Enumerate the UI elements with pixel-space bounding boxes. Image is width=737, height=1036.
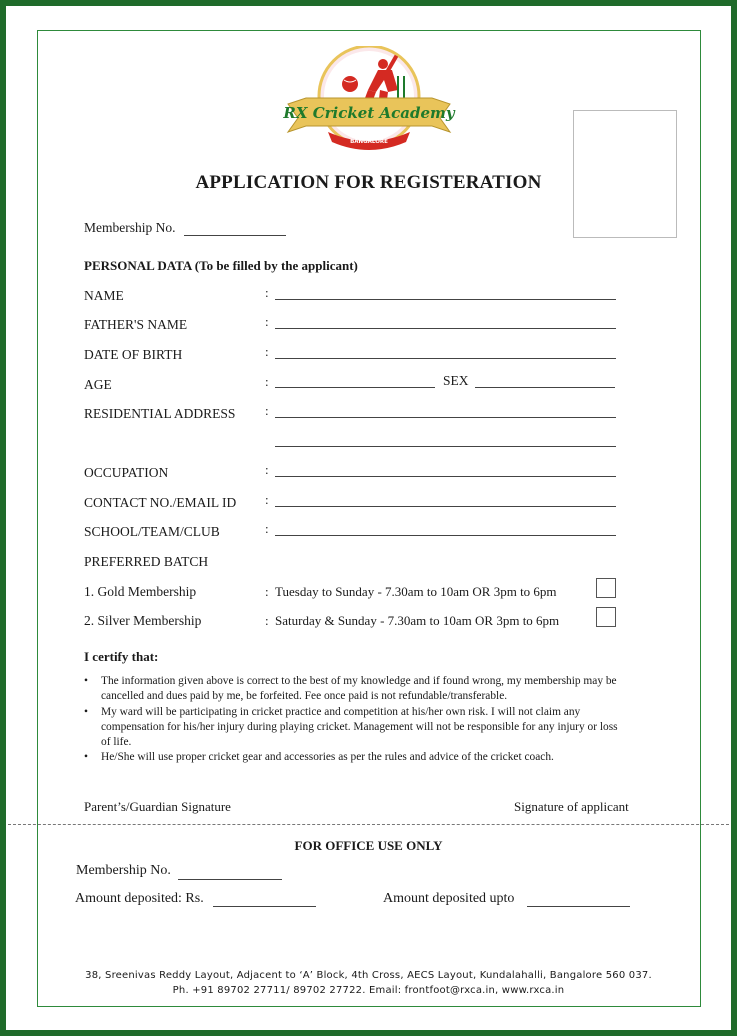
certify-item: • He/She will use proper cricket gear and accessories as per the rules and advice of the cricket coach. <box>84 750 624 765</box>
colon: : <box>265 462 269 477</box>
gold-timing: Tuesday to Sunday - 7.30am to 10am OR 3pm to 6pm <box>275 584 557 599</box>
colon: : <box>265 613 269 628</box>
silver-membership-label: 2. Silver Membership <box>84 613 202 628</box>
certify-heading: I certify that: <box>84 649 159 664</box>
address-input-line-1[interactable] <box>275 417 616 418</box>
school-input[interactable] <box>275 535 616 536</box>
footer-contact: Ph. +91 89702 27711/ 89702 27722. Email: frontfoot@rxca.in, www.rxca.in <box>172 985 565 996</box>
amount-input[interactable] <box>213 906 316 907</box>
contact-input[interactable] <box>275 506 616 507</box>
amount-label: Amount deposited: Rs. <box>75 891 204 906</box>
occupation-label: OCCUPATION <box>84 465 169 480</box>
office-membership-label: Membership No. <box>76 863 171 878</box>
logo-location: BANGALORE <box>350 139 388 145</box>
name-label: NAME <box>84 288 124 303</box>
office-membership-input[interactable] <box>178 879 282 880</box>
gold-membership-label: 1. Gold Membership <box>84 584 197 599</box>
contact-label: CONTACT NO./EMAIL ID <box>84 495 237 510</box>
form-title: APPLICATION FOR REGISTERATION <box>195 172 542 193</box>
colon: : <box>265 403 269 418</box>
fathers-name-label: FATHER'S NAME <box>84 317 188 332</box>
academy-logo <box>280 46 458 156</box>
address-label: RESIDENTIAL ADDRESS <box>84 406 236 421</box>
age-label: AGE <box>84 377 112 392</box>
address-input-line-2[interactable] <box>275 446 616 447</box>
applicant-signature-label: Signature of applicant <box>514 799 629 814</box>
membership-input[interactable] <box>184 235 286 236</box>
dob-label: DATE OF BIRTH <box>84 347 183 362</box>
cut-line <box>8 824 729 825</box>
silver-checkbox[interactable] <box>596 607 616 627</box>
colon: : <box>265 584 269 599</box>
certify-item: • The information given above is correct to the best of my knowledge and if found wrong, my membership may be cancelled and dues paid by me, be forfeited. Fee once paid is not refundable/transferable. <box>84 674 624 705</box>
gold-checkbox[interactable] <box>596 578 616 598</box>
upto-label: Amount deposited upto <box>383 891 515 906</box>
upto-input[interactable] <box>527 906 630 907</box>
cricket-ball-icon <box>342 76 358 92</box>
silver-timing: Saturday & Sunday - 7.30am to 10am OR 3pm to 6pm <box>275 613 560 628</box>
footer-address: 38, Sreenivas Reddy Layout, Adjacent to ‘A’ Block, 4th Cross, AECS Layout, Kundalahalli, Bangalore 560 037. <box>85 970 652 981</box>
fathers-name-input[interactable] <box>275 328 616 329</box>
age-input[interactable] <box>275 387 435 388</box>
sex-label: SEX <box>443 373 469 388</box>
section-title: PERSONAL DATA (To be filled by the applicant) <box>84 258 358 273</box>
logo-text: RX Cricket Academy <box>283 104 455 122</box>
dob-input[interactable] <box>275 358 616 359</box>
certify-item: • My ward will be participating in cricket practice and competition at his/her own risk. I will not claim any compensation for his/her injury during playing cricket. Management will not be responsible for any injury or loss of life. <box>84 705 624 751</box>
colon: : <box>265 314 269 329</box>
occupation-input[interactable] <box>275 476 616 477</box>
certify-list <box>84 674 624 766</box>
name-input[interactable] <box>275 299 616 300</box>
office-heading: FOR OFFICE USE ONLY <box>294 838 443 853</box>
colon: : <box>265 374 269 389</box>
colon: : <box>265 492 269 507</box>
colon: : <box>265 344 269 359</box>
colon: : <box>265 285 269 300</box>
colon: : <box>265 521 269 536</box>
batch-label: PREFERRED BATCH <box>84 554 209 569</box>
school-label: SCHOOL/TEAM/CLUB <box>84 524 220 539</box>
membership-label: Membership No. <box>84 220 176 235</box>
guardian-signature-label: Parent’s/Guardian Signature <box>84 799 231 814</box>
sex-input[interactable] <box>475 387 615 388</box>
